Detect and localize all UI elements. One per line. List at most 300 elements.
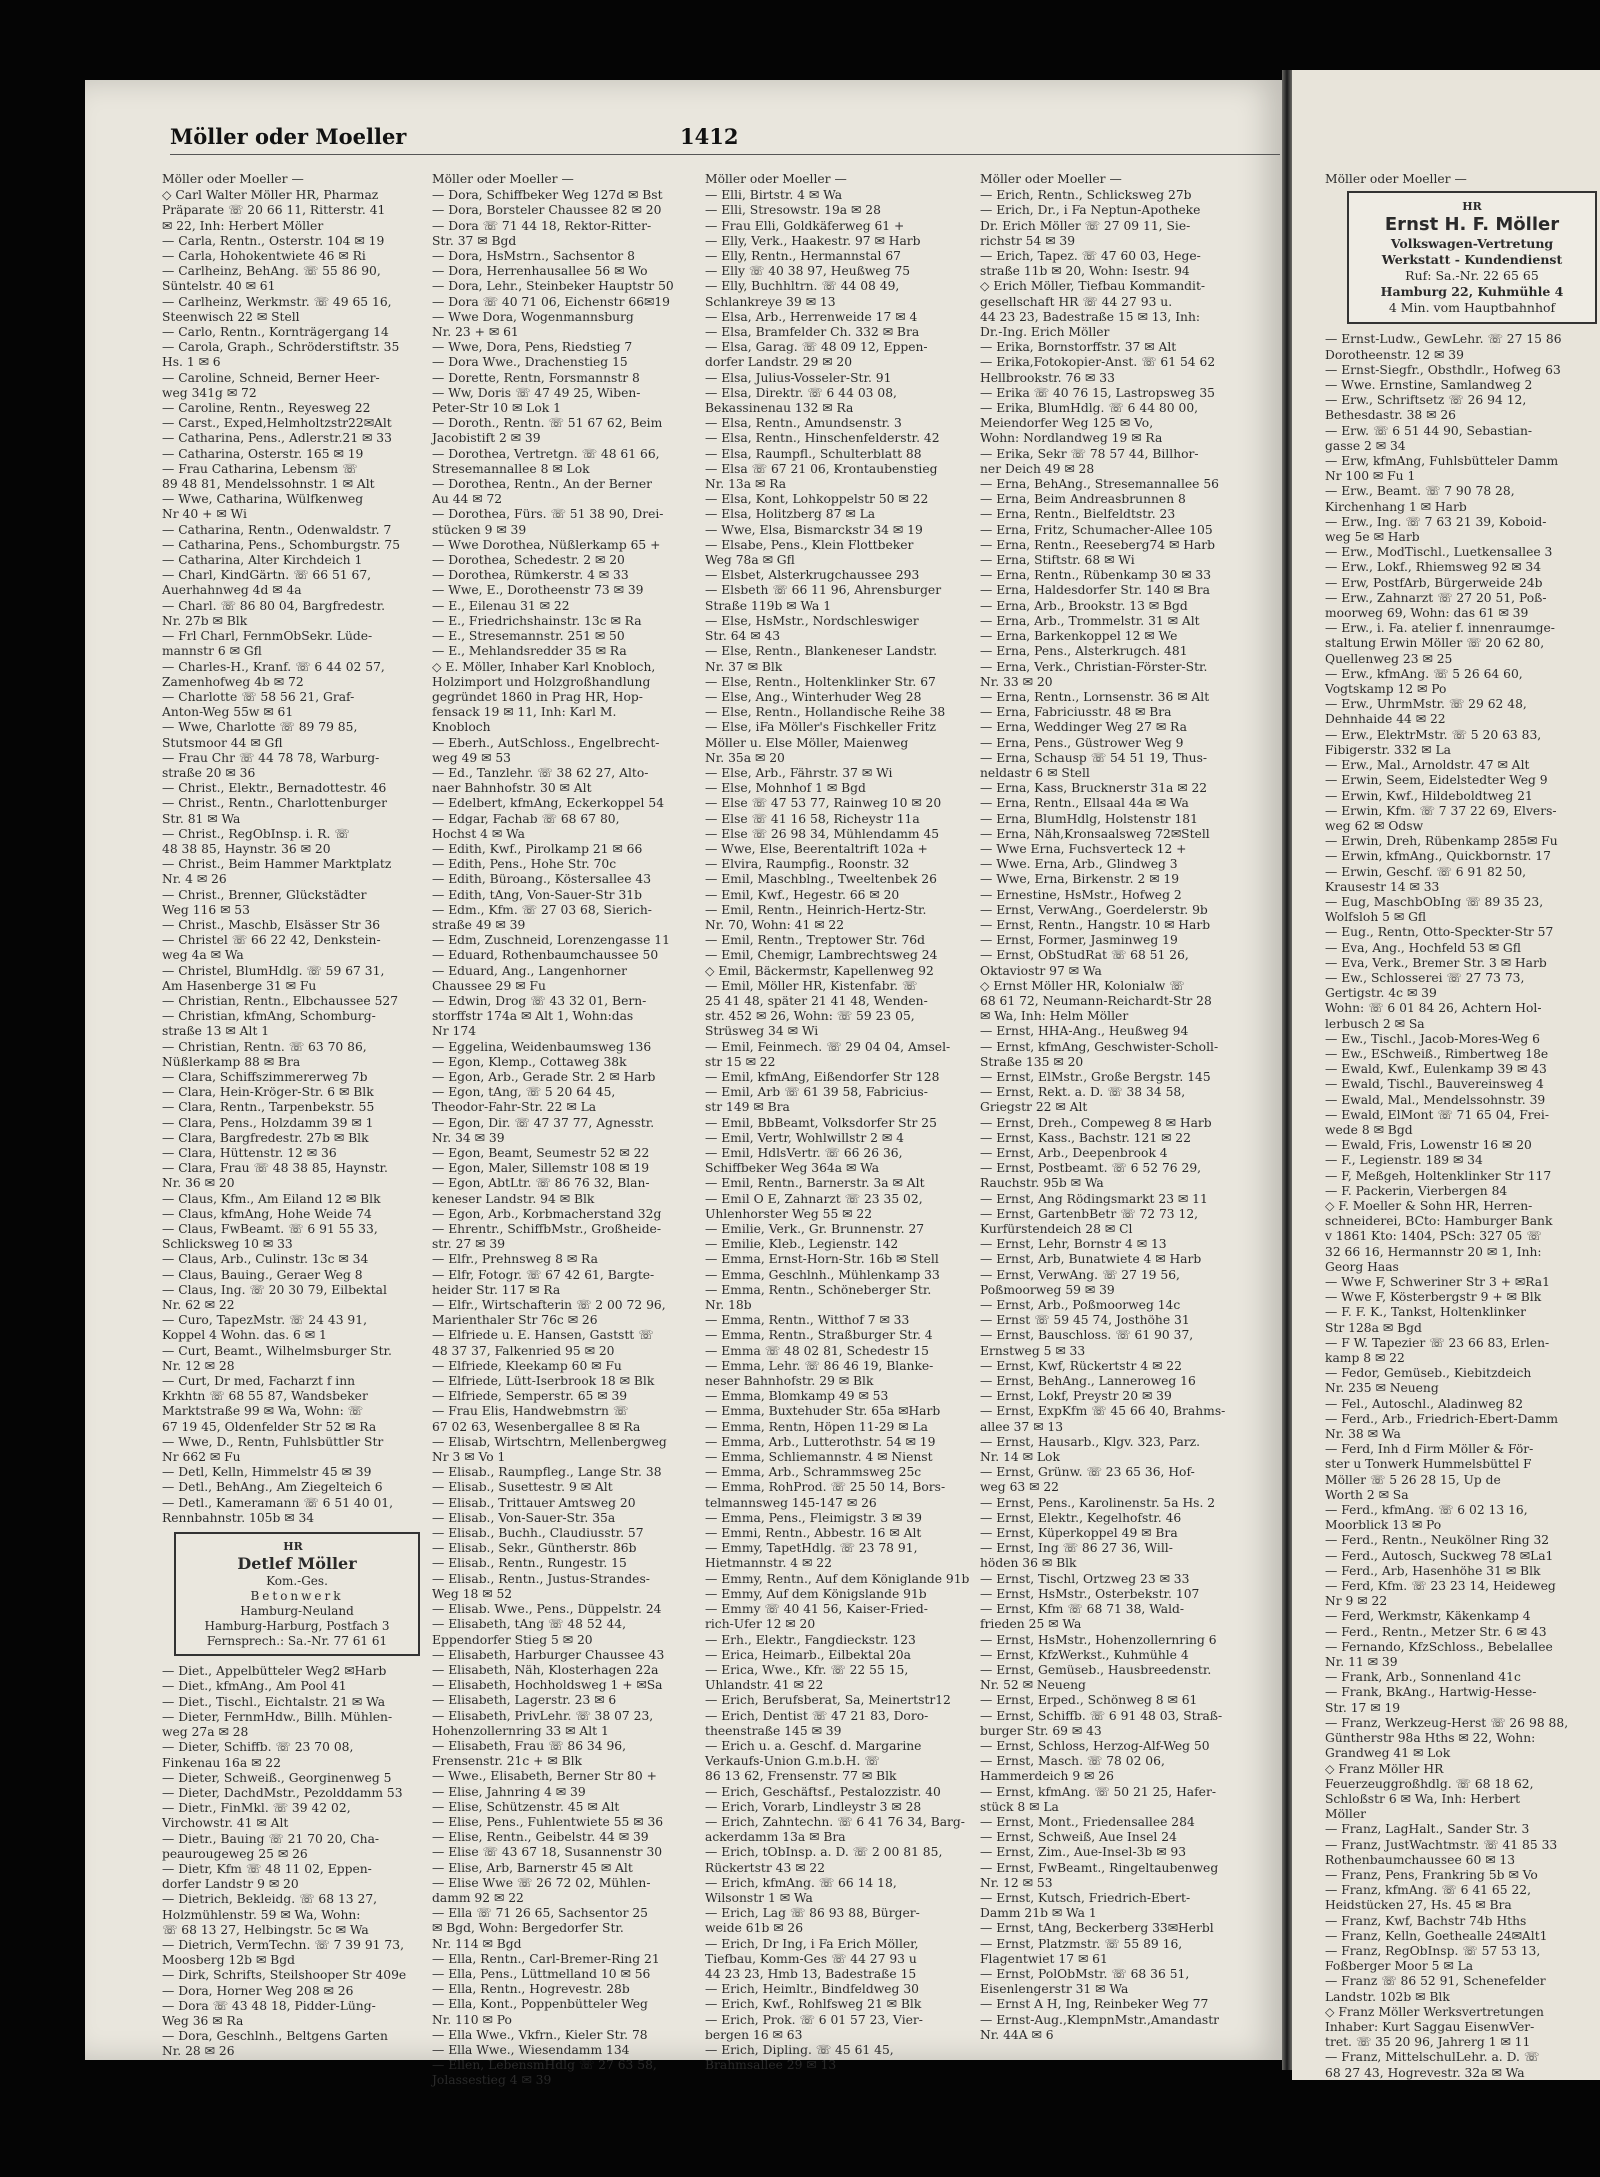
directory-entry-line: — Frank, BkAng., Hartwig-Hesse-	[1325, 1685, 1537, 1700]
directory-entry-line: weg 62 ✉ Odsw	[1325, 818, 1424, 833]
column-heading: Möller oder Moeller —	[705, 172, 847, 186]
directory-entry-line: Str. 37 ✉ Bgd	[432, 233, 517, 248]
advert-line: Betonwerk	[250, 1589, 344, 1604]
directory-entry-line: — F., Legienstr. 189 ✉ 34	[1325, 1153, 1483, 1168]
directory-entry-line: — Elfriede u. E. Hansen, Gaststt ☏	[432, 1328, 654, 1343]
directory-entry-line: — Catharina, Alter Kirchdeich 1	[162, 553, 363, 568]
directory-entry-line: — E., Eilenau 31 ✉ 22	[432, 598, 570, 613]
directory-entry-line: — Ernst, Bauschloss. ☏ 61 90 37,	[980, 1328, 1194, 1343]
directory-entry-line: gasse 2 ✉ 34	[1325, 438, 1406, 453]
directory-entry-line: — Ernst, GartenbBetr ☏ 72 73 12,	[980, 1206, 1199, 1221]
directory-entry-line: — Emma, Pens., Fleimigstr. 3 ✉ 39	[705, 1510, 922, 1525]
directory-entry-line: Landstr. 102b ✉ Blk	[1325, 1989, 1450, 2004]
directory-entry-line: — Erw, kfmAng, Fuhlsbütteler Damm	[1325, 454, 1559, 469]
directory-entry-line: — Elisabeth, Frau ☏ 86 34 96,	[432, 1738, 627, 1753]
directory-entry-line: Krkhtn ☏ 68 55 87, Wandsbeker	[162, 1389, 368, 1404]
directory-entry-line: — Erwin, kfmAng., Quickbornstr. 17	[1325, 849, 1551, 864]
directory-entry-line: str. 452 ✉ 26, Wohn: ☏ 59 23 05,	[705, 1009, 915, 1024]
directory-entry-line: — Else, HsMstr., Nordschleswiger	[705, 613, 919, 628]
directory-entry-line: — Erich, Dr Ing, i Fa Erich Möller,	[705, 1936, 919, 1951]
directory-entry-line: — Christel, BlumHdlg. ☏ 59 67 31,	[162, 963, 385, 978]
directory-entry-line: Nr. 33 ✉ 20	[980, 674, 1053, 689]
directory-entry-line: — Christian, Rentn., Elbchaussee 527	[162, 993, 399, 1008]
directory-entry-line: — Ferd., Rentn., Metzer Str. 6 ✉ 43	[1325, 1624, 1547, 1639]
directory-entry-line: — Wwe F, Schweriner Str 3 + ✉Ra1	[1325, 1275, 1550, 1289]
directory-entry-line: — Erna, Fabriciusstr. 48 ✉ Bra	[980, 705, 1172, 720]
directory-entry-line: — Erwin, Seem, Eidelstedter Weg 9	[1325, 773, 1548, 788]
directory-entry-line: Strüsweg 34 ✉ Wi	[705, 1024, 819, 1039]
directory-entry-line: — Wwe, Elsa, Bismarckstr 34 ✉ 19	[705, 522, 923, 537]
directory-entry-line: — Eug., Rentn, Otto-Speckter-Str 57	[1325, 925, 1554, 940]
directory-entry-line: Auerhahnweg 4d ✉ 4a	[162, 583, 302, 598]
directory-entry-line: — Christ., Brenner, Glückstädter	[162, 887, 367, 902]
directory-entry-line: Damm 21b ✉ Wa 1	[980, 1906, 1097, 1921]
directory-entry-line: weg 27a ✉ 28	[162, 1725, 249, 1740]
directory-entry-line: — Elsa, Bramfelder Ch. 332 ✉ Bra	[705, 325, 920, 340]
directory-entry-line: — Ernst, Arb., Deepenbrook 4	[980, 1146, 1168, 1160]
directory-entry-line: telmannsweg 145-147 ✉ 26	[705, 1495, 877, 1510]
directory-entry-line: — Franz, kfmAng. ☏ 6 41 65 22,	[1325, 1883, 1532, 1898]
directory-entry-line: — Emil, Kwf., Hegestr. 66 ✉ 20	[705, 887, 900, 902]
directory-entry-line: Dehnhaide 44 ✉ 22	[1325, 712, 1446, 727]
directory-entry-line: — Dora ☏ 43 48 18, Pidder-Lüng-	[162, 1998, 376, 2013]
hr-mark: HR	[283, 1540, 303, 1554]
directory-entry-line: gesellschaft HR ☏ 44 27 93 u.	[980, 294, 1173, 309]
column-1	[162, 172, 424, 2059]
directory-entry-line: Dorotheenstr. 12 ✉ 39	[1325, 347, 1464, 362]
directory-entry-line: — Erich, Heimltr., Bindfeldweg 30	[705, 1982, 919, 1997]
directory-entry-line: lerbusch 2 ✉ Sa	[1325, 1016, 1425, 1031]
directory-entry-line: — Elfriede, Lütt-Iserbrook 18 ✉ Blk	[432, 1374, 655, 1389]
directory-entry-line: — Egon, Beamt, Seumestr 52 ✉ 22	[432, 1146, 650, 1160]
directory-entry-line: weg 341g ✉ 72	[162, 385, 257, 400]
directory-entry-line: Hohenzollernring 33 ✉ Alt 1	[432, 1723, 609, 1738]
directory-entry-line: ◇ Erich Möller, Tiefbau Kommandit-	[980, 279, 1206, 294]
directory-entry-line: Am Hasenberge 31 ✉ Fu	[162, 978, 317, 993]
directory-entry-line: — Else, Ang., Winterhuder Weg 28	[705, 689, 922, 704]
directory-entry-line: — Erna, Rentn., Ellsaal 44a ✉ Wa	[980, 796, 1189, 811]
directory-entry-line: 89 48 81, Mendelssohnstr. 1 ✉ Alt	[162, 477, 375, 492]
directory-entry-line: Nr. 52 ✉ Neueng	[980, 1678, 1086, 1693]
directory-entry-line: — Edm, Zuschneid, Lorenzengasse 11	[432, 933, 670, 948]
directory-entry-line: — Emma, Rentn., Schöneberger Str.	[705, 1282, 932, 1297]
directory-entry-line: — Erna, BlumHdlg, Holstenstr 181	[980, 811, 1198, 826]
directory-entry-line: Nr 40 + ✉ Wi	[162, 507, 247, 522]
directory-entry-line: Nr. 12 ✉ 53	[980, 1875, 1053, 1890]
directory-entry-line: — Claus, kfmAng, Hohe Weide 74	[162, 1206, 372, 1221]
directory-entry-line: dorfer Landstr 9 ✉ 20	[162, 1877, 299, 1892]
directory-entry-line: — Christ., Beim Hammer Marktplatz	[162, 857, 392, 872]
page-number: 1412	[680, 124, 739, 149]
directory-entry-line: — Ernst, Zim., Aue-Insel-3b ✉ 93	[980, 1845, 1187, 1860]
directory-entry-line: — Ernst, Ang Rödingsmarkt 23 ✉ 11	[980, 1191, 1208, 1206]
directory-entry-line: — Ferd., Autosch, Suckweg 78 ✉La1	[1325, 1548, 1554, 1563]
directory-entry-line: kamp 8 ✉ 22	[1325, 1351, 1405, 1366]
directory-entry-line: — Dorette, Rentn, Forsmannstr 8	[432, 370, 640, 385]
directory-entry-line: — F, Meßgeh, Holtenklinker Str 117	[1325, 1168, 1552, 1183]
directory-entry-line: — Emil, Arb ☏ 61 39 58, Fabricius-	[705, 1085, 928, 1100]
directory-entry-line: — Emil, BbBeamt, Volksdorfer Str 25	[705, 1115, 937, 1130]
directory-entry-line: Poßmoorweg 59 ✉ 39	[980, 1282, 1115, 1297]
directory-entry-line: — Ernst, HHA-Ang., Heußweg 94	[980, 1024, 1189, 1039]
directory-entry-line: — Frau Catharina, Lebensm ☏	[162, 461, 358, 476]
directory-entry-line: Grandweg 41 ✉ Lok	[1325, 1746, 1451, 1761]
directory-entry-line: Nr. 37 ✉ Blk	[705, 659, 783, 674]
directory-entry-line: — Emilie, Verk., Gr. Brunnenstr. 27	[705, 1222, 925, 1237]
directory-entry-line: Nr. 28 ✉ 26	[162, 2044, 235, 2059]
directory-entry-line: — Emil, Maschblng., Tweeltenbek 26	[705, 872, 937, 887]
directory-entry-line: ✉ Bgd, Wohn: Bergedorfer Str.	[432, 1921, 624, 1936]
directory-entry-line: — Dirk, Schrifts, Steilshooper Str 409e	[162, 1968, 407, 1983]
directory-entry-line: — Erica, Wwe., Kfr. ☏ 22 55 15,	[705, 1662, 909, 1677]
entry-list	[162, 1664, 424, 2059]
directory-entry-line: — Ernst, Lokf, Preystr 20 ✉ 39	[980, 1389, 1172, 1404]
directory-entry-line: Peter-Str 10 ✉ Lok 1	[432, 401, 561, 416]
directory-entry-line: — Erw., Schriftsetz ☏ 26 94 12,	[1325, 393, 1527, 408]
directory-entry-line: — Erich, Dr., i Fa Neptun-Apotheke	[980, 203, 1201, 218]
directory-entry-line: — Dora, Schiffbeker Weg 127d ✉ Bst	[432, 188, 663, 203]
directory-entry-line: weg 63 ✉ 22	[980, 1480, 1059, 1495]
directory-entry-line: Weg 36 ✉ Ra	[162, 2013, 244, 2028]
directory-entry-line: — Emil, Chemigr, Lambrechtsweg 24	[705, 948, 938, 963]
directory-entry-line: neser Bahnhofstr. 29 ✉ Blk	[705, 1374, 874, 1389]
directory-entry-line: — Egon, Arb., Gerade Str. 2 ✉ Harb	[432, 1069, 656, 1084]
directory-entry-line: — Emma, Buxtehuder Str. 65a ✉Harb	[705, 1404, 941, 1419]
advert-name: Detlef Möller	[237, 1554, 357, 1574]
directory-entry-line: Möller u. Else Möller, Maienweg	[705, 735, 909, 750]
directory-entry-line: Koppel 4 Wohn. das. 6 ✉ 1	[162, 1328, 327, 1343]
directory-entry-line: — Ernst, Kwf, Rückertstr 4 ✉ 22	[980, 1358, 1182, 1373]
directory-entry-line: — Ernst, kfmAng. ☏ 50 21 25, Hafer-	[980, 1784, 1216, 1799]
directory-entry-line: Foßberger Moor 5 ✉ La	[1325, 1959, 1474, 1974]
directory-entry-line: — Erna, Pens., Alsterkrugch. 481	[980, 644, 1188, 659]
directory-entry-line: — Catharina, Rentn., Odenwaldstr. 7	[162, 522, 392, 537]
directory-entry-line: — Wwe, Catharina, Wülfkenweg	[162, 492, 364, 507]
directory-entry-line: — Christel ☏ 66 22 42, Denkstein-	[162, 933, 381, 948]
directory-entry-line: — Ernst-Ludw., GewLehr. ☏ 27 15 86	[1325, 332, 1562, 347]
directory-entry-line: — Ernst, Erped., Schönweg 8 ✉ 61	[980, 1693, 1198, 1708]
directory-entry-line: — Edgar, Fachab ☏ 68 67 80,	[432, 811, 620, 826]
directory-entry-line: — Erna, Barkenkoppel 12 ✉ We	[980, 629, 1178, 644]
directory-entry-line: — Detl., BehAng., Am Ziegelteich 6	[162, 1480, 383, 1495]
directory-entry-line: — Wwe., Elisabeth, Berner Str 80 +	[432, 1769, 657, 1784]
directory-entry-line: neldastr 6 ✉ Stell	[980, 765, 1090, 780]
directory-entry-line: Holzmühlenstr. 59 ✉ Wa, Wohn:	[162, 1907, 361, 1922]
directory-entry-line: — Ernst, Postbeamt. ☏ 6 52 76 29,	[980, 1161, 1202, 1176]
directory-entry-line: — Dorothea, Vertretgn. ☏ 48 61 66,	[432, 446, 660, 461]
directory-entry-line: — Fel., Autoschl., Aladinweg 82	[1325, 1396, 1524, 1411]
directory-entry-line: frieden 25 ✉ Wa	[980, 1617, 1082, 1632]
directory-entry-line: — Erich, Kwf., Rohlfsweg 21 ✉ Blk	[705, 1997, 922, 2012]
directory-entry-line: Nr. 34 ✉ 39	[432, 1130, 505, 1145]
directory-entry-line: — Frau Elli, Goldkäferweg 61 +	[705, 218, 905, 233]
directory-entry-line: Hs. 1 ✉ 6	[162, 355, 221, 370]
directory-entry-line: — Doroth., Rentn. ☏ 51 67 62, Beim	[432, 416, 663, 431]
directory-entry-line: 44 23 23, Badestraße 15 ✉ 13, Inh:	[980, 309, 1201, 324]
directory-entry-line: Stresemannallee 8 ✉ Lok	[432, 461, 590, 476]
directory-entry-line: — Else ☏ 26 98 34, Mühlendamm 45	[705, 826, 940, 841]
directory-entry-line: Möller ☏ 5 26 28 15, Up de	[1325, 1472, 1501, 1487]
directory-entry-line: — Emmy, TapetHdlg. ☏ 23 78 91,	[705, 1541, 918, 1556]
directory-entry-line: — Elisabeth, PrivLehr. ☏ 38 07 23,	[432, 1708, 654, 1723]
directory-entry-line: — Ernst, PolObMstr. ☏ 68 36 51,	[980, 1966, 1190, 1981]
directory-entry-line: — Emil, Vertr, Wohlwillstr 2 ✉ 4	[705, 1130, 904, 1145]
directory-entry-line: str 15 ✉ 22	[705, 1054, 776, 1069]
directory-entry-line: — Erna, BehAng., Stresemannallee 56	[980, 477, 1220, 492]
directory-entry-line: 86 13 62, Frensenstr. 77 ✉ Blk	[705, 1769, 897, 1784]
directory-entry-line: — Emil, HdlsVertr. ☏ 66 26 36,	[705, 1146, 903, 1160]
directory-entry-line: — Elisabeth, Näh, Klosterhagen 22a	[432, 1662, 659, 1677]
directory-entry-line: — Franz, Kwf, Bachstr 74b Hths	[1325, 1913, 1527, 1928]
directory-entry-line: — Erna, Rentn., Bielfeldtstr. 23	[980, 507, 1176, 522]
directory-entry-line: — Erh., Elektr., Fangdieckstr. 123	[705, 1632, 916, 1647]
directory-entry-line: — Erwin, Kwf., Hildeboldtweg 21	[1325, 788, 1533, 803]
directory-entry-line: — Dieter, DachdMstr., Pezolddamm 53	[162, 1785, 403, 1800]
directory-entry-line: — Elsa, Arb., Herrenweide 17 ✉ 4	[705, 309, 918, 324]
directory-entry-line: — Elsa, Holitzberg 87 ✉ La	[705, 507, 876, 522]
directory-entry-line: — Elsa, Rentn., Hinschenfelderstr. 42	[705, 431, 940, 446]
directory-entry-line: — Ernst, FwBeamt., Ringeltaubenweg	[980, 1860, 1219, 1875]
directory-entry-line: Verkaufs-Union G.m.b.H. ☏	[705, 1754, 880, 1769]
directory-entry-line: Nr. 18b	[705, 1298, 752, 1313]
directory-entry-line: — Erna, Verk., Christian-Förster-Str.	[980, 659, 1208, 674]
directory-entry-line: — Franz ☏ 86 52 91, Schenefelder	[1325, 1974, 1546, 1989]
directory-entry-line: — Dora, Borsteler Chaussee 82 ✉ 20	[432, 203, 662, 218]
directory-entry-line: — Clara, Schiffszimmererweg 7b	[162, 1069, 368, 1084]
advert-line: Hamburg 22, Kuhmühle 4	[1380, 284, 1564, 300]
directory-entry-line: — Emma, Lehr. ☏ 86 46 19, Blanke-	[705, 1358, 934, 1373]
directory-entry-line: — Erika, BlumHdlg. ☏ 6 44 80 00,	[980, 401, 1199, 416]
directory-entry-line: — Wwe. Ernstine, Samlandweg 2	[1325, 378, 1533, 393]
directory-entry-line: — Emma, Rentn, Höpen 11-29 ✉ La	[705, 1419, 928, 1434]
directory-entry-line: mannstr 6 ✉ Gfl	[162, 644, 262, 659]
directory-entry-line: — Erna, Rentn., Rübenkamp 30 ✉ 33	[980, 568, 1212, 583]
directory-entry-line: Eppendorfer Stieg 5 ✉ 20	[432, 1632, 593, 1647]
directory-entry-line: Weg 78a ✉ Gfl	[705, 553, 795, 568]
directory-entry-line: — Elsa, Raumpfl., Schulterblatt 88	[705, 446, 922, 461]
advert-detlef-moeller	[174, 1532, 420, 1656]
directory-entry-line: Anton-Weg 55w ✉ 61	[162, 705, 294, 720]
directory-entry-line: — Erna, Rentn., Reeseberg74 ✉ Harb	[980, 537, 1216, 552]
directory-entry-line: — Elisab., Von-Sauer-Str. 35a	[432, 1510, 616, 1525]
directory-entry-line: — Claus, Arb., Culinstr. 13c ✉ 34	[162, 1252, 369, 1267]
directory-entry-line: 48 38 85, Haynstr. 36 ✉ 20	[162, 841, 331, 856]
directory-entry-line: — Egon, Klemp., Cottaweg 38k	[432, 1054, 627, 1069]
directory-entry-line: str. 27 ✉ 39	[432, 1237, 506, 1252]
directory-entry-line: Uhlandstr. 41 ✉ 22	[705, 1678, 824, 1693]
directory-entry-line: — Carlheinz, Werkmstr. ☏ 49 65 16,	[162, 294, 392, 309]
directory-entry-line: — Elly, Rentn., Hermannstal 67	[705, 249, 902, 264]
directory-entry-line: — F. F. K., Tankst, Holtenklinker	[1325, 1305, 1527, 1320]
directory-entry-line: — Elvira, Raumpfig., Roonstr. 32	[705, 857, 910, 872]
directory-entry-line: — Elisab, Wirtschtrn, Mellenbergweg	[432, 1434, 667, 1449]
advert-line: 4 Min. vom Hauptbahnhof	[1388, 300, 1556, 316]
column-3	[705, 172, 970, 2073]
directory-entry-line: damm 92 ✉ 22	[432, 1890, 524, 1905]
directory-entry-line: — Elly, Verk., Haakestr. 97 ✉ Harb	[705, 233, 921, 248]
directory-entry-line: — Ernst, Pens., Karolinenstr. 5a Hs. 2	[980, 1495, 1216, 1510]
directory-entry-line: — Wwe Dora, Wogenmannsburg	[432, 309, 634, 324]
directory-entry-line: — Ferd., Rentn., Neukölner Ring 32	[1325, 1533, 1550, 1548]
directory-entry-line: — Emmy, Rentn., Auf dem Königlande 91b	[705, 1571, 970, 1586]
directory-entry-line: Frensenstr. 21c + ✉ Blk	[432, 1754, 583, 1769]
directory-entry-line: — Else, iFa Möller's Fischkeller Fritz	[705, 720, 937, 735]
directory-entry-line: Nr. 114 ✉ Bgd	[432, 1936, 522, 1951]
directory-entry-line: — Ernst, Küperkoppel 49 ✉ Bra	[980, 1526, 1178, 1541]
directory-entry-line: — Ewald, ElMont ☏ 71 65 04, Frei-	[1325, 1107, 1549, 1122]
directory-entry-line: Wilsonstr 1 ✉ Wa	[705, 1890, 813, 1905]
directory-entry-line: — Ewald, Mal., Mendelssohnstr. 39	[1325, 1092, 1546, 1107]
directory-entry-line: Str. 81 ✉ Wa	[162, 811, 241, 826]
directory-entry-line: — Ernst-Siegfr., Obsthdlr., Hofweg 63	[1325, 362, 1561, 377]
directory-entry-line: — Erich, tObInsp. a. D. ☏ 2 00 81 85,	[705, 1845, 943, 1860]
directory-entry-line: — Christ., Maschb, Elsässer Str 36	[162, 917, 381, 932]
directory-entry-line: Hammerdeich 9 ✉ 26	[980, 1769, 1114, 1784]
directory-entry-line: Flagentwiet 17 ✉ 61	[980, 1951, 1108, 1966]
directory-entry-line: gegründet 1860 in Prag HR, Hop-	[432, 689, 643, 704]
directory-entry-line: — Frank, Arb., Sonnenland 41c	[1325, 1670, 1521, 1685]
directory-entry-line: — Ernst, BehAng., Lanneroweg 16	[980, 1374, 1196, 1389]
directory-entry-line: — Dora, Herrenhausallee 56 ✉ Wo	[432, 264, 648, 279]
advert-name: Ernst H. F. Möller	[1384, 214, 1560, 236]
directory-entry-line: Nr. 13a ✉ Ra	[705, 477, 787, 492]
directory-entry-line: — Wwe, Charlotte ☏ 89 79 85,	[162, 720, 358, 735]
directory-entry-line: — Ellen, LebensmHdlg ☏ 27 63 58,	[432, 2058, 657, 2073]
directory-entry-line: — Elsa, Garag. ☏ 48 09 12, Eppen-	[705, 340, 928, 355]
directory-entry-line: — Ferd, Kfm. ☏ 23 23 14, Heideweg	[1325, 1579, 1556, 1594]
entry-list	[705, 188, 970, 2073]
directory-entry-line: Griegstr 22 ✉ Alt	[980, 1100, 1088, 1115]
directory-entry-line: v 1861 Kto: 1404, PSch: 327 05 ☏	[1325, 1229, 1542, 1244]
directory-entry-line: — Ernst, ElMstr., Große Bergstr. 145	[980, 1069, 1211, 1084]
directory-entry-line: — Ernst, kfmAng, Geschwister-Scholl-	[980, 1039, 1219, 1054]
directory-entry-line: — Elise, Pens., Fuhlentwiete 55 ✉ 36	[432, 1814, 664, 1829]
directory-entry-line: theenstraße 145 ✉ 39	[705, 1723, 842, 1738]
directory-entry-line: — Frl Charl, FernmObSekr. Lüde-	[162, 629, 373, 644]
directory-entry-line: — Erich, Vorarb, Lindleystr 3 ✉ 28	[705, 1799, 922, 1814]
advert-line: Fernsprech.: Sa.-Nr. 77 61 61	[206, 1634, 388, 1649]
directory-entry-line: — Dorothea, Rümkerstr. 4 ✉ 33	[432, 568, 629, 583]
directory-entry-line: — Erica, Heimarb., Eilbektal 20a	[705, 1647, 911, 1662]
directory-entry-line: Güntherstr 98a Hths ✉ 22, Wohn:	[1325, 1731, 1536, 1746]
directory-entry-line: — Franz, Werkzeug-Herst ☏ 26 98 88,	[1325, 1715, 1569, 1730]
directory-entry-line: allee 37 ✉ 13	[980, 1419, 1064, 1434]
directory-entry-line: — Eug, MaschbObIng ☏ 89 35 23,	[1325, 894, 1544, 909]
directory-entry-line: Bethesdastr. 38 ✉ 26	[1325, 408, 1456, 423]
directory-entry-line: — Emil, kfmAng, Eißendorfer Str 128	[705, 1069, 940, 1084]
directory-entry-line: — Elise, Rentn., Geibelstr. 44 ✉ 39	[432, 1830, 649, 1845]
directory-entry-line: — Detl, Kelln, Himmelstr 45 ✉ 39	[162, 1465, 372, 1480]
directory-entry-line: — Carla, Hohokentwiete 46 ✉ Ri	[162, 249, 366, 264]
directory-entry-line: str 149 ✉ Bra	[705, 1100, 790, 1115]
directory-entry-line: — Elisab., Rentn., Justus-Strandes-	[432, 1571, 650, 1586]
directory-entry-line: — Ewald, Kwf., Eulenkamp 39 ✉ 43	[1325, 1062, 1547, 1077]
directory-entry-line: — Ella Wwe., Vkfrn., Kieler Str. 78	[432, 2027, 648, 2042]
directory-entry-line: — Ernst, Former, Jasminweg 19	[980, 933, 1178, 948]
directory-entry-line: — Erich, kfmAng. ☏ 66 14 18,	[705, 1875, 897, 1890]
directory-entry-line: — Ella, Rentn., Hogrevestr. 28b	[432, 1982, 630, 1997]
directory-entry-line: — Ernst, Grünw. ☏ 23 65 36, Hof-	[980, 1465, 1195, 1480]
directory-entry-line: Nr. 38 ✉ Wa	[1325, 1427, 1401, 1442]
directory-entry-line: Nr 174	[432, 1024, 477, 1039]
directory-entry-line: — Erw., i. Fa. atelier f. innenraumge-	[1325, 621, 1555, 636]
directory-entry-line: — Elise Wwe ☏ 26 72 02, Mühlen-	[432, 1875, 651, 1890]
directory-entry-line: — Erwin, Dreh, Rübenkamp 285✉ Fu	[1325, 834, 1558, 849]
directory-entry-line: — Claus, Kfm., Am Eiland 12 ✉ Blk	[162, 1191, 381, 1206]
directory-entry-line: — Detl., Kameramann ☏ 6 51 40 01,	[162, 1495, 394, 1510]
directory-entry-line: schneiderei, BCto: Hamburger Bank	[1325, 1214, 1553, 1229]
directory-entry-line: — Dorothea, Fürs. ☏ 51 38 90, Drei-	[432, 507, 664, 522]
directory-entry-line: ✉ 22, Inh: Herbert Möller	[162, 218, 324, 233]
directory-entry-line: — Erika,Fotokopier-Anst. ☏ 61 54 62	[980, 355, 1216, 370]
directory-entry-line: 25 41 48, später 21 41 48, Wenden-	[705, 993, 928, 1008]
directory-entry-line: ✉ Wa, Inh: Helm Möller	[980, 1009, 1129, 1024]
directory-entry-line: tret. ☏ 35 20 96, Jahrerg 1 ✉ 11	[1325, 2035, 1531, 2050]
directory-entry-line: weg 49 ✉ 53	[432, 750, 511, 765]
column-heading: Möller oder Moeller —	[432, 172, 574, 186]
directory-entry-line: — Frau Elis, Handwebmstrn ☏	[432, 1404, 629, 1419]
directory-entry-line: — Elfriede, Kleekamp 60 ✉ Fu	[432, 1358, 622, 1373]
directory-entry-line: Nüßlerkamp 88 ✉ Bra	[162, 1054, 301, 1069]
directory-entry-line: — Emil, Rentn., Heinrich-Hertz-Str.	[705, 902, 927, 917]
directory-entry-line: — E., Stresemannstr. 251 ✉ 50	[432, 629, 625, 644]
directory-entry-line: Brahmsallee 29 ✉ 13	[705, 2058, 837, 2073]
directory-entry-line: — Dieter, FernmHdw., Billh. Mühlen-	[162, 1709, 393, 1724]
directory-entry-line: — Erw., Ing. ☏ 7 63 21 39, Koboid-	[1325, 514, 1547, 529]
directory-entry-line: — Elisab. Wwe., Pens., Düppelstr. 24	[432, 1602, 662, 1617]
directory-entry-line: — Ernst, Elektr., Kegelhofstr. 46	[980, 1510, 1182, 1525]
directory-entry-line: Steenwisch 22 ✉ Stell	[162, 309, 300, 324]
directory-entry-line: — Dora ☏ 71 44 18, Rektor-Ritter-	[432, 218, 652, 233]
directory-entry-line: — Elisab., Sekr., Güntherstr. 86b	[432, 1541, 637, 1556]
directory-entry-line: — Ewald, Fris, Lowenstr 16 ✉ 20	[1325, 1138, 1532, 1153]
advert-line: Hamburg-Harburg, Postfach 3	[204, 1619, 390, 1634]
book-gutter	[1282, 70, 1292, 2070]
directory-entry-line: Nr. 4 ✉ 26	[162, 872, 227, 887]
directory-entry-line: Schiffbeker Weg 364a ✉ Wa	[705, 1161, 880, 1176]
directory-entry-line: Kurfürstendeich 28 ✉ Cl	[980, 1222, 1133, 1237]
directory-entry-line: Dr.-Ing. Erich Möller	[980, 325, 1110, 340]
directory-entry-line: — Ernst, Masch. ☏ 78 02 06,	[980, 1754, 1165, 1769]
directory-entry-line: — Emma, Rentn., Witthof 7 ✉ 33	[705, 1313, 910, 1328]
directory-entry-line: Nr. 62 ✉ 22	[162, 1298, 235, 1313]
directory-entry-line: — Elsbet, Alsterkrugchaussee 293	[705, 568, 920, 583]
directory-entry-line: Ernstweg 5 ✉ 33	[980, 1343, 1086, 1358]
directory-entry-line: — Wwe Dorothea, Nüßlerkamp 65 +	[432, 537, 661, 552]
directory-entry-line: Kirchenhang 1 ✉ Harb	[1325, 499, 1467, 514]
directory-entry-line: — Ella Wwe., Wiesendamm 134	[432, 2042, 630, 2057]
directory-entry-line: — Elsabe, Pens., Klein Flottbeker	[705, 537, 914, 552]
directory-entry-line: — Catharina, Osterstr. 165 ✉ 19	[162, 446, 364, 461]
directory-entry-line: — Fernando, KfzSchloss., Bebelallee	[1325, 1639, 1553, 1654]
directory-entry-line: — Elise, Schützenstr. 45 ✉ Alt	[432, 1799, 620, 1814]
directory-entry-line: — Ernst, Lehr, Bornstr 4 ✉ 13	[980, 1237, 1167, 1252]
directory-entry-line: — Claus, Ing. ☏ 20 30 79, Eilbektal	[162, 1282, 387, 1297]
advert-line: Volkswagen-Vertretung	[1390, 236, 1554, 252]
directory-entry-line: — Edith, tAng, Von-Sauer-Str 31b	[432, 887, 642, 902]
directory-entry-line: — Wwe F, Kösterbergstr 9 + ✉ Blk	[1325, 1290, 1542, 1305]
directory-entry-line: Rückertstr 43 ✉ 22	[705, 1860, 826, 1875]
directory-entry-line: — Ernst, Platzmstr. ☏ 55 89 16,	[980, 1936, 1183, 1951]
directory-entry-line: — Erw., Lokf., Rhiemsweg 92 ✉ 34	[1325, 560, 1542, 575]
directory-entry-line: — Eva, Verk., Bremer Str. 3 ✉ Harb	[1325, 955, 1547, 970]
directory-entry-line: — Elfr., Wirtschafterin ☏ 2 00 72 96,	[432, 1298, 666, 1313]
directory-entry-line: — Erika, Bornstorffstr. 37 ✉ Alt	[980, 340, 1177, 355]
directory-entry-line: Eisenlengerstr 31 ✉ Wa	[980, 1982, 1129, 1997]
directory-entry-line: — Ernst, Schloss, Herzog-Alf-Weg 50	[980, 1738, 1210, 1753]
directory-entry-line: Nr. 14 ✉ Lok	[980, 1450, 1060, 1465]
directory-entry-line: Präparate ☏ 20 66 11, Ritterstr. 41	[162, 203, 386, 218]
